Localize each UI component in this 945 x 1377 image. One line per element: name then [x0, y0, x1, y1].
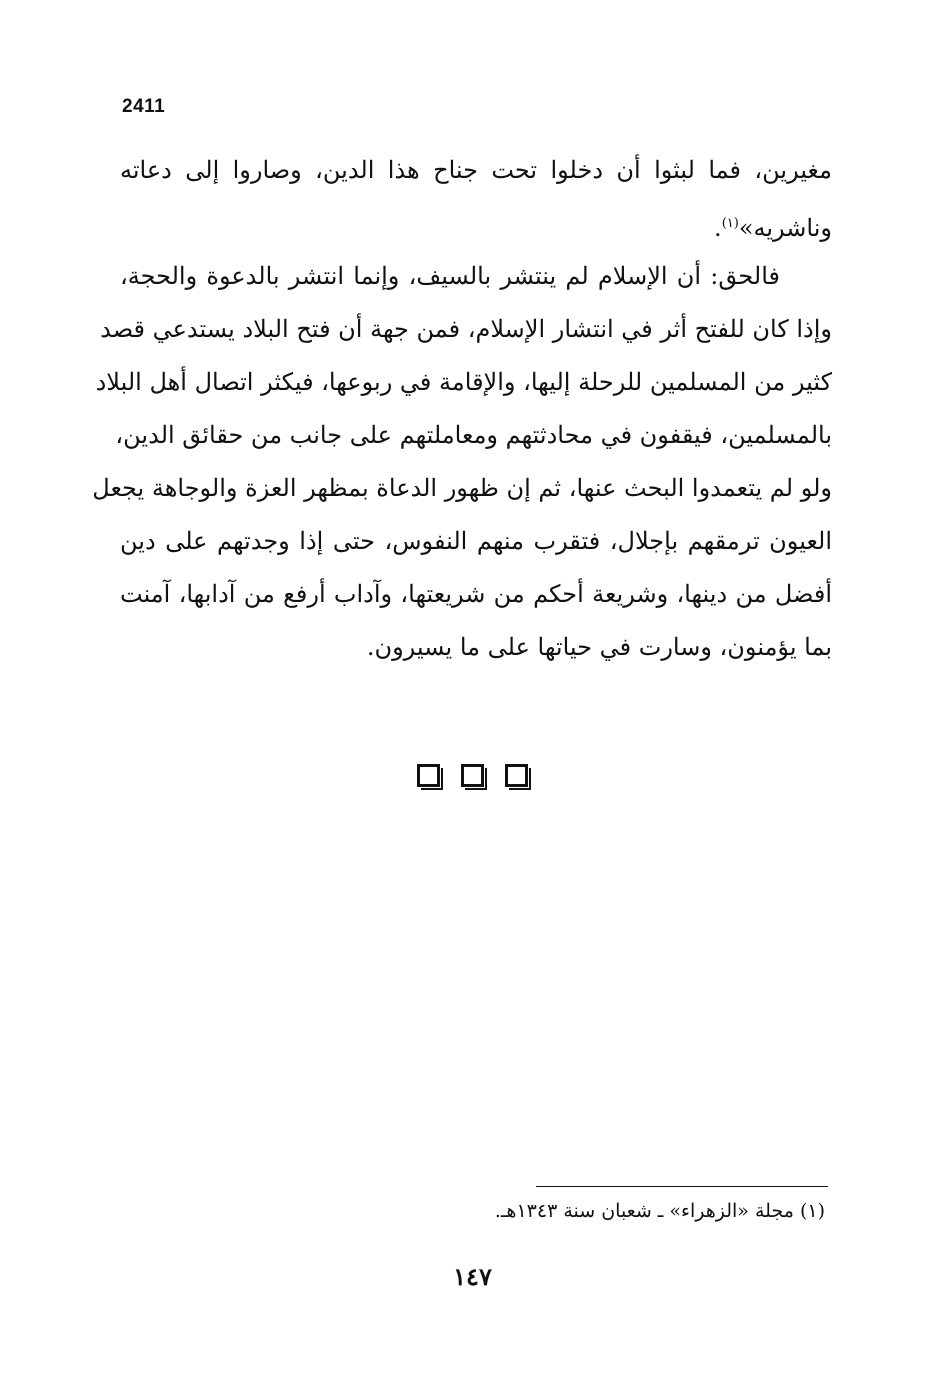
paragraph-1-line-2-end: . — [714, 214, 722, 242]
footnote — [495, 1200, 825, 1222]
paragraph-1 — [120, 144, 832, 255]
paragraph-1-line-1: مغيرين، فما لبثوا أن دخلوا تحت جناح هذا الدين، وصاروا إلى دعاته — [120, 156, 832, 184]
paragraph-1-line-2-text: وناشريه» — [738, 214, 832, 242]
paragraph-2-line-6: العيون ترمقهم بإجلال، فتقرب منهم النفوس، حتى إذا وجدتهم على دين — [120, 527, 832, 555]
paragraph-2 — [92, 250, 832, 674]
paragraph-2-line-1: فالحق: أن الإسلام لم ينتشر بالسيف، وإنما انتشر بالدعوة والحجة، — [120, 262, 780, 290]
page-number-bottom: ١٤٧ — [453, 1262, 492, 1291]
separator-square-icon — [417, 764, 440, 787]
footnote-divider — [536, 1186, 828, 1187]
paragraph-2-line-5: ولو لم يتعمدوا البحث عنها، ثم إن ظهور الدعاة بمظهر العزة والوجاهة يجعل — [92, 474, 832, 502]
separator-square-icon — [461, 764, 484, 787]
footnote-text: مجلة «الزهراء» ـ شعبان سنة ١٣٤٣هـ. — [494, 1200, 794, 1222]
paragraph-2-line-7: أفضل من دينها، وشريعة أحكم من شريعتها، وآداب أرفع من آدابها، آمنت — [120, 580, 832, 608]
section-separator — [0, 764, 945, 791]
separator-square-icon — [505, 764, 528, 787]
paragraph-2-line-8: بما يؤمنون، وسارت في حياتها على ما يسيرون. — [366, 633, 832, 661]
paragraph-2-line-3: كثير من المسلمين للرحلة إليها، والإقامة في ربوعها، فيكثر اتصال أهل البلاد — [95, 368, 832, 396]
footnote-marker: (١) — [799, 1200, 825, 1222]
footnote-reference: (١) — [721, 216, 739, 231]
page-number-top: 2411 — [122, 96, 166, 117]
paragraph-1-line-2 — [120, 197, 832, 255]
paragraph-2-line-2: وإذا كان للفتح أثر في انتشار الإسلام، فمن جهة أن فتح البلاد يستدعي قصد — [100, 315, 832, 343]
paragraph-2-line-4: بالمسلمين، فيقفون في محادثتهم ومعاملتهم على جانب من حقائق الدين، — [115, 421, 832, 449]
